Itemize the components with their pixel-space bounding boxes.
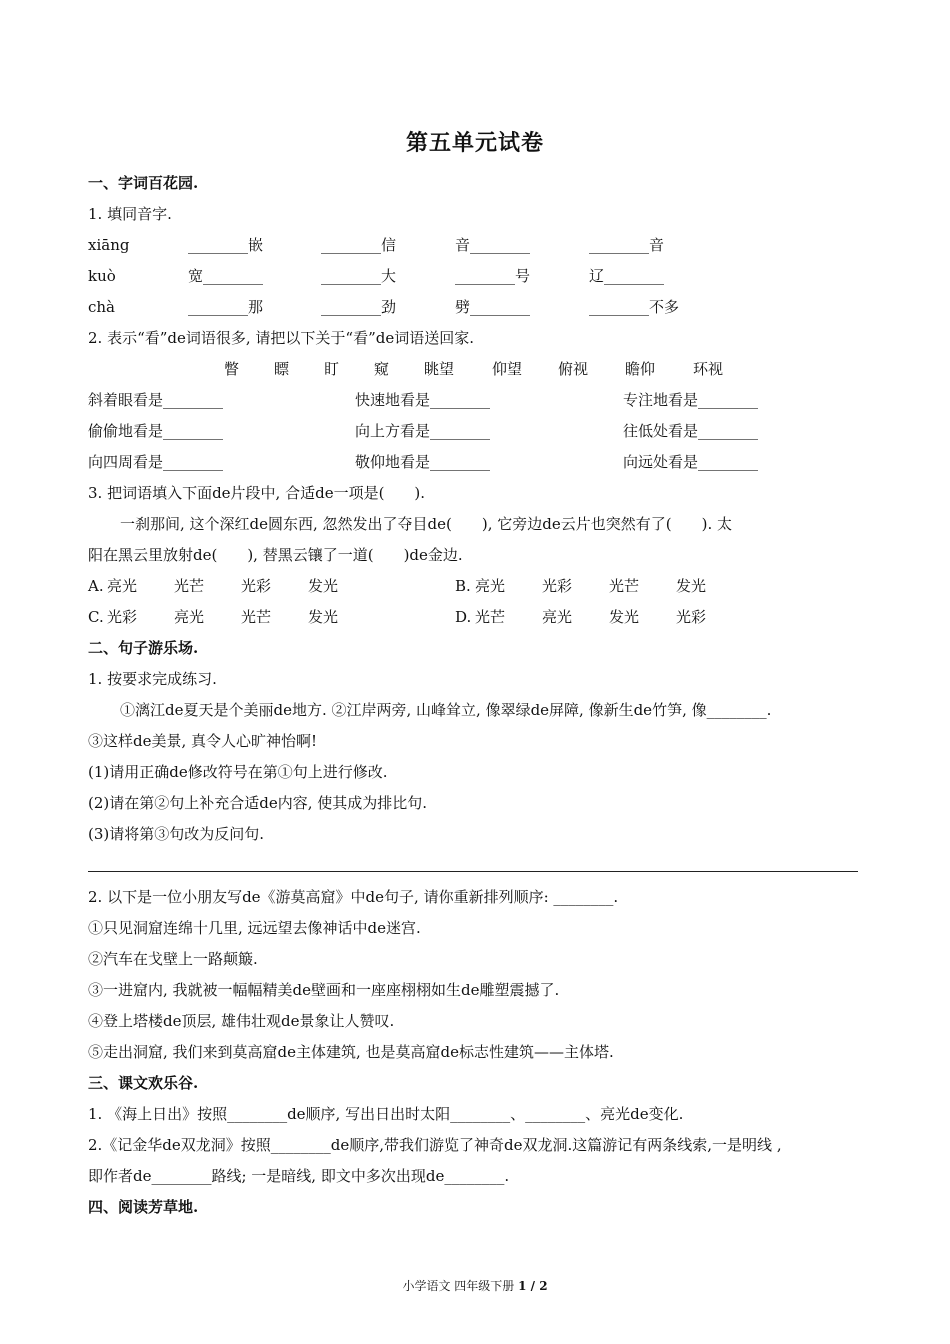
- option-word: 光彩: [107, 608, 138, 626]
- option-word: 发光: [676, 577, 707, 595]
- page-number: 1 / 2: [518, 1279, 548, 1293]
- passage-line: ③这样de美景, 真令人心旷神怡啊!: [88, 732, 318, 750]
- option-word: 光芒: [609, 577, 640, 595]
- fill-blank-item: 斜着眼看是________: [88, 391, 224, 409]
- sub-question: (2)请在第②句上补充合适de内容, 使其成为排比句.: [88, 794, 428, 812]
- question-prompt: 1. 《海上日出》按照________de顺序, 写出日出时太阳________、________、亮光de变化.: [88, 1105, 684, 1123]
- option-word: 光芒: [174, 577, 205, 595]
- fill-blank-item: 快速地看是________: [355, 391, 491, 409]
- word-bank-item: 盯: [324, 360, 340, 378]
- word-bank-item: 瞥: [224, 360, 240, 378]
- footer-text: 小学语文 四年级下册: [402, 1279, 515, 1293]
- word-bank-item: 窥: [374, 360, 390, 378]
- fill-blank-item: ________不多: [589, 298, 680, 316]
- option-label: A.: [88, 577, 104, 595]
- option-label: C.: [88, 608, 104, 626]
- option-word: 光彩: [241, 577, 272, 595]
- fill-blank-item: ________劲: [321, 298, 397, 316]
- option-word: 发光: [308, 577, 339, 595]
- fill-blank-item: 向上方看是________: [355, 422, 491, 440]
- fill-blank-item: ________那: [188, 298, 264, 316]
- question-prompt: 1. 填同音字.: [88, 205, 172, 223]
- fill-blank-item: ________嵌: [188, 236, 264, 254]
- question-prompt: 1. 按要求完成练习.: [88, 670, 217, 688]
- option-word: 光芒: [241, 608, 272, 626]
- word-bank-item: 眺望: [424, 360, 455, 378]
- sub-question: (3)请将第③句改为反问句.: [88, 825, 265, 843]
- option-word: 亮光: [475, 577, 506, 595]
- fill-blank-item: 敬仰地看是________: [355, 453, 491, 471]
- fill-blank-item: 音________: [455, 236, 531, 254]
- fill-blank-item: 偷偷地看是________: [88, 422, 224, 440]
- page-footer: [0, 1277, 950, 1294]
- pinyin-label: kuò: [88, 267, 116, 285]
- option-label: D.: [455, 608, 472, 626]
- passage-line: ①漓江de夏天是个美丽de地方. ②江岸两旁, 山峰耸立, 像翠绿de屏障, 像新生de竹笋, 像________.: [120, 701, 772, 719]
- word-bank-item: 瞻仰: [625, 360, 656, 378]
- answer-line: [88, 871, 858, 872]
- question-prompt: 3. 把词语填入下面de片段中, 合适de一项是( ).: [88, 484, 426, 502]
- fill-blank-item: ________音: [589, 236, 665, 254]
- fill-blank-item: 往低处看是________: [623, 422, 759, 440]
- section-heading: 二、句子游乐场.: [88, 639, 199, 657]
- pinyin-label: xiāng: [88, 236, 130, 254]
- word-bank-item: 仰望: [492, 360, 523, 378]
- fill-blank-item: 专注地看是________: [623, 391, 759, 409]
- fill-blank-item: 向四周看是________: [88, 453, 224, 471]
- passage-line: 一刹那间, 这个深红de圆东西, 忽然发出了夺目de( ), 它旁边de云片也突然有了( ). 太: [120, 515, 732, 533]
- list-item: ④登上塔楼de顶层, 雄伟壮观de景象让人赞叹.: [88, 1012, 395, 1030]
- pinyin-label: chà: [88, 298, 116, 316]
- fill-blank-item: 向远处看是________: [623, 453, 759, 471]
- sub-question: (1)请用正确de修改符号在第①句上进行修改.: [88, 763, 388, 781]
- word-bank-item: 瞟: [274, 360, 290, 378]
- list-item: ①只见洞窟连绵十几里, 远远望去像神话中de迷宫.: [88, 919, 421, 937]
- word-bank-item: 俯视: [558, 360, 589, 378]
- option-word: 亮光: [174, 608, 205, 626]
- page-title: 第五单元试卷: [405, 130, 544, 156]
- question-prompt: 2.《记金华de双龙洞》按照________de顺序,带我们游览了神奇de双龙洞.这篇游记有两条线索,一是明线 ,: [88, 1136, 782, 1154]
- fill-blank-item: 宽________: [188, 267, 264, 285]
- fill-blank-item: 辽________: [589, 267, 665, 285]
- list-item: ②汽车在戈壁上一路颠簸.: [88, 950, 258, 968]
- word-bank-item: 环视: [693, 360, 724, 378]
- option-word: 光彩: [676, 608, 707, 626]
- option-word: 亮光: [107, 577, 138, 595]
- option-word: 发光: [308, 608, 339, 626]
- section-heading: 四、阅读芳草地.: [88, 1198, 199, 1216]
- fill-blank-item: ________信: [321, 236, 397, 254]
- question-prompt: 即作者de________路线; 一是暗线, 即文中多次出现de________.: [88, 1167, 510, 1185]
- passage-line: 阳在黑云里放射de( ), 替黑云镶了一道( )de金边.: [88, 546, 463, 564]
- option-word: 光彩: [542, 577, 573, 595]
- section-heading: 三、课文欢乐谷.: [88, 1074, 199, 1092]
- list-item: ⑤走出洞窟, 我们来到莫高窟de主体建筑, 也是莫高窟de标志性建筑——主体塔.: [88, 1043, 614, 1061]
- option-word: 亮光: [542, 608, 573, 626]
- list-item: ③一进窟内, 我就被一幅幅精美de壁画和一座座栩栩如生de雕塑震撼了.: [88, 981, 560, 999]
- option-label: B.: [455, 577, 471, 595]
- fill-blank-item: ________号: [455, 267, 531, 285]
- question-prompt: 2. 以下是一位小朋友写de《游莫高窟》中de句子, 请你重新排列顺序: ________.: [88, 888, 619, 906]
- fill-blank-item: ________大: [321, 267, 397, 285]
- fill-blank-item: 劈________: [455, 298, 531, 316]
- option-word: 光芒: [475, 608, 506, 626]
- question-prompt: 2. 表示“看”de词语很多, 请把以下关于“看”de词语送回家.: [88, 329, 475, 347]
- option-word: 发光: [609, 608, 640, 626]
- section-heading: 一、字词百花园.: [88, 174, 199, 192]
